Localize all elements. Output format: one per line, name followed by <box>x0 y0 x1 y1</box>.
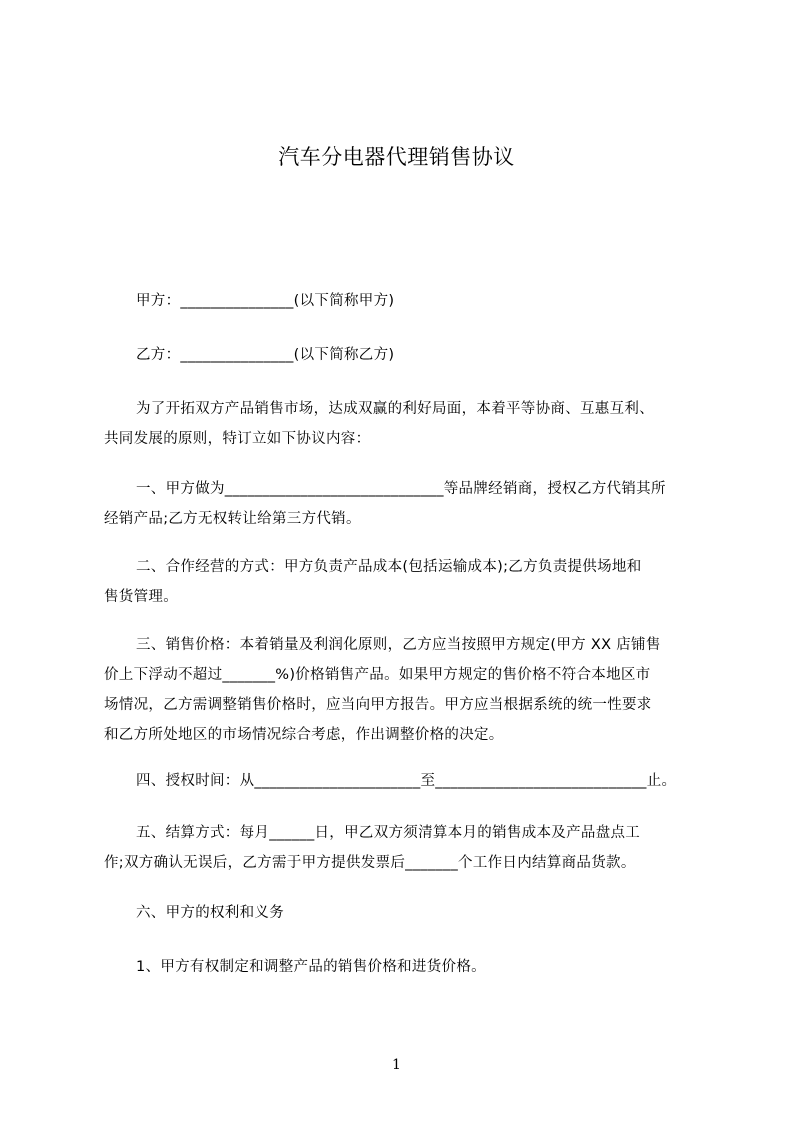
clause-4-line-1: 四、授权时间：从______________________至____________________________止。 <box>136 773 677 789</box>
clause-4-paragraph <box>104 766 704 796</box>
document-title: 汽车分电器代理销售协议 <box>278 145 515 169</box>
preamble-line-2: 共同发展的原则，特订立如下协议内容： <box>104 431 371 447</box>
clause-3-line-3: 场情况，乙方需调整销售价格时，应当向甲方报告。甲方应当根据系统的统一性要求 <box>104 697 652 713</box>
clause-5-line-1: 五、结算方式：每月______日，甲乙双方须清算本月的销售成本及产品盘点工 <box>136 825 641 841</box>
clause-3-line-4: 和乙方所处地区的市场情况综合考虑，作出调整价格的决定。 <box>104 727 504 743</box>
page-number: 1 <box>392 1057 401 1073</box>
clause-1-line-2: 经销产品;乙方无权转让给第三方代销。 <box>104 511 361 527</box>
clause-1-line-1: 一、甲方做为_____________________________等品牌经销商，授权乙方代销其所 <box>136 481 666 497</box>
clause-3-line-2: 价上下浮动不超过_______%)价格销售产品。如果甲方规定的售价格不符合本地区市 <box>104 667 651 683</box>
party-b-text: 乙方：_______________(以下简称乙方) <box>136 347 395 363</box>
party-a-text: 甲方：_______________(以下简称甲方) <box>136 293 395 309</box>
clause-6-item-1 <box>104 952 704 982</box>
clause-3-paragraph <box>104 630 704 750</box>
clause-5-line-2: 作;双方确认无误后，乙方需于甲方提供发票后_______个工作日内结算商品货款。 <box>104 855 636 871</box>
clause-6-heading-text: 六、甲方的权利和义务 <box>136 905 284 921</box>
party-b-line <box>104 340 704 370</box>
clause-2-line-1: 二、合作经营的方式：甲方负责产品成本(包括运输成本);乙方负责提供场地和 <box>136 559 642 575</box>
clause-6-heading <box>104 898 704 928</box>
clause-2-paragraph <box>104 552 704 612</box>
clause-5-paragraph <box>104 818 704 878</box>
party-a-line <box>104 286 704 316</box>
clause-6-item-1-text: 1、甲方有权制定和调整产品的销售价格和进货价格。 <box>136 959 486 975</box>
clause-1-paragraph <box>104 474 704 534</box>
clause-3-line-1: 三、销售价格：本着销量及利润化原则，乙方应当按照甲方规定(甲方 XX 店铺售 <box>136 637 661 653</box>
preamble-line-1: 为了开拓双方产品销售市场，达成双赢的利好局面，本着平等协商、互惠互利、 <box>136 401 654 417</box>
clause-2-line-2: 售货管理。 <box>104 589 178 605</box>
preamble-paragraph <box>104 394 704 454</box>
